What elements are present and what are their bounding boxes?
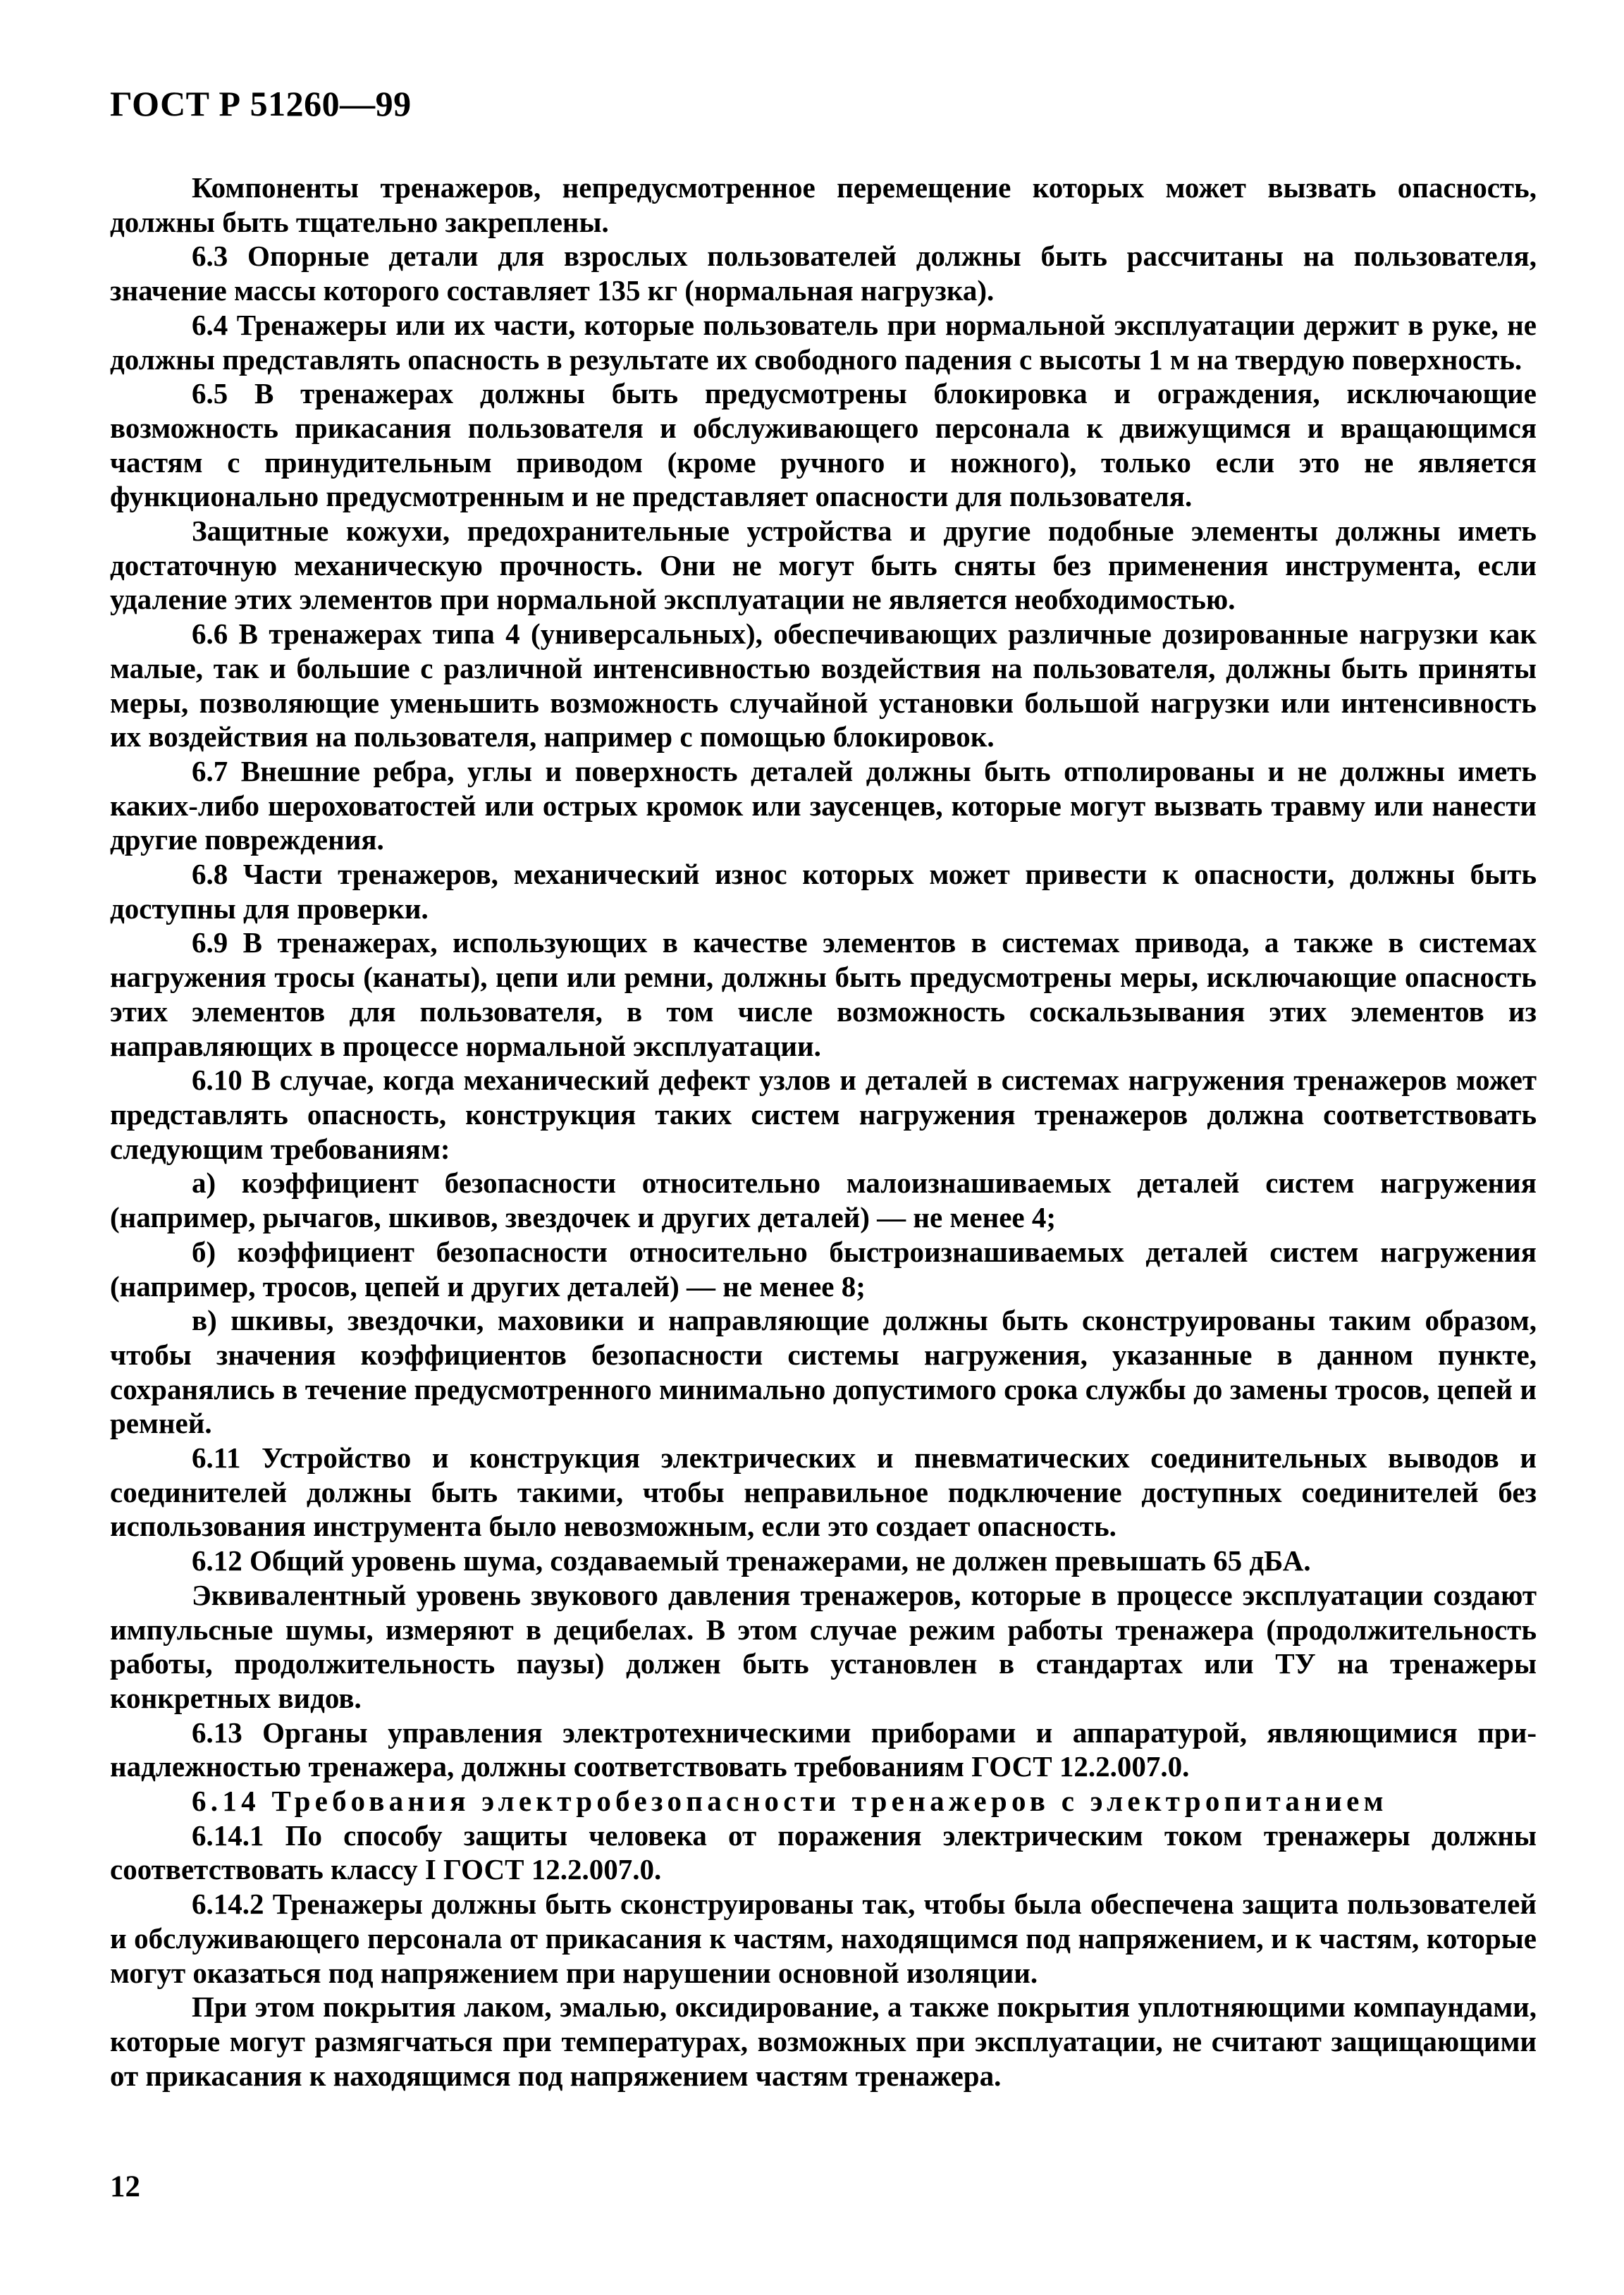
document-body — [110, 171, 1537, 2093]
paragraph: 6.5 В тренажерах должны быть предусмотрены блокировка и ограждения, исключающие возможность прикасания пользователя и обслуживающего персонала к движущимся и вращающимся частям с принудительным приводом (кроме ручного и ножного), только если это не является функционально предусмотренным и не представляет опасности для пользователя. — [110, 377, 1537, 513]
paragraph: Компоненты тренажеров, непредусмотренное перемещение которых может вызвать опасность, должны быть тщательно закреплены. — [110, 171, 1537, 238]
section-heading: 6.14 Требования электробезопасности тренажеров с электропитанием — [192, 1785, 1388, 1818]
paragraph: 6.14.1 По способу защиты человека от поражения электрическим током тренажеры должны соответствовать классу I ГОСТ 12.2.007.0. — [110, 1819, 1537, 1886]
paragraph: Защитные кожухи, предохранительные устройства и другие подобные элементы должны иметь достаточную механическую прочность. Они не могут быть сняты без применения инструмента, если удаление этих элементов при нормальной эксплуатации не является необходимостью. — [110, 515, 1537, 616]
list-item: в) шкивы, звездочки, маховики и направляющие должны быть сконструированы таким образом, чтобы значения коэффициентов безопасности системы нагружения, указанные в данном пункте, сохранялись в течение предусмотренного минимально допустимого срока службы до замены тросов, цепей и ремней. — [110, 1304, 1537, 1440]
paragraph: 6.10 В случае, когда механический дефект узлов и деталей в системах нагружения тренажеров может представлять опасность, конструкция таких систем нагружения тренажеров должна соответствовать следующим требованиям: — [110, 1064, 1537, 1165]
list-item: а) коэффициент безопасности относительно малоизнашиваемых деталей систем нагружения (например, рычагов, шкивов, звездочек и других деталей) — не менее 4; — [110, 1167, 1537, 1234]
paragraph: 6.9 В тренажерах, использующих в качестве элементов в системах привода, а также в системах нагружения тросы (канаты), цепи или ремни, должны быть предусмотрены меры, исключающие опасность этих элементов для пользователя, в том числе возможность соскальзывания этих элементов из направляющих в процессе нормальной эксплуатации. — [110, 926, 1537, 1062]
paragraph: При этом покрытия лаком, эмалью, оксидирование, а также покрытия уплотняющими компаундами, которые могут размягчаться при температурах, возможных при эксплуатации, не считают защищающими от прикасания к находящимся под напряжением частям тренажера. — [110, 1991, 1537, 2092]
paragraph: 6.7 Внешние ребра, углы и поверхность деталей должны быть отполированы и не должны иметь каких-либо шероховатостей или острых кромок или заусенцев, которые могут вызвать травму или нанести другие повреждения. — [110, 754, 1537, 856]
paragraph: 6.8 Части тренажеров, механический износ которых может привести к опасности, должны быть доступны для проверки. — [110, 858, 1537, 925]
paragraph: Эквивалентный уровень звукового давления тренажеров, которые в процессе эксплуатации создают импульсные шумы, измеряют в децибелах. В этом случае режим работы тренажера (продолжительность работы, продолжительность паузы) должен быть установлен в стандартах или ТУ на тренажеры конкретных видов. — [110, 1578, 1537, 1714]
paragraph: 6.11 Устройство и конструкция электрических и пневматических соединительных выводов и соединителей должны быть такими, чтобы неправильное подключение доступных соединителей без использования инструмента было невозможным, если это создает опасность. — [110, 1441, 1537, 1543]
paragraph: 6.13 Органы управления электротехническими приборами и аппаратурой, являющимися принадлежностью тренажера, должны соответствовать требованиям ГОСТ 12.2.007.0. — [110, 1716, 1537, 1783]
paragraph: 6.6 В тренажерах типа 4 (универсальных), обеспечивающих различные дозированные нагрузки как малые, так и большие с различной интенсивностью воздействия на пользователя, должны быть приняты меры, позволяющие уменьшить возможность случайной установки большой нагрузки или интенсивность их воздействия на пользователя, например с помощью блокировок. — [110, 617, 1537, 753]
list-item: б) коэффициент безопасности относительно быстроизнашиваемых деталей систем нагружения (например, тросов, цепей и других деталей) — не менее 8; — [110, 1235, 1537, 1303]
document-header: ГОСТ Р 51260—99 — [110, 84, 412, 123]
paragraph: 6.4 Тренажеры или их части, которые пользователь при нормальной эксплуатации держит в руке, не должны представлять опасность в результате их свободного падения с высоты 1 м на твердую поверхность. — [110, 308, 1537, 376]
paragraph: 6.3 Опорные детали для взрослых пользователей должны быть рассчитаны на пользователя, значение массы которого составляет 135 кг (нормальная нагрузка). — [110, 240, 1537, 307]
paragraph: 6.12 Общий уровень шума, создаваемый тренажерами, не должен превышать 65 дБА. — [192, 1544, 1311, 1577]
page-number: 12 — [110, 2170, 140, 2203]
paragraph: 6.14.2 Тренажеры должны быть сконструированы так, чтобы была обеспечена защита пользователей и обслуживающего персонала от прикасания к частям, находящимся под напряжением, и к частям, которые могут оказаться под напряжением при нарушении основной изоляции. — [110, 1888, 1537, 1989]
